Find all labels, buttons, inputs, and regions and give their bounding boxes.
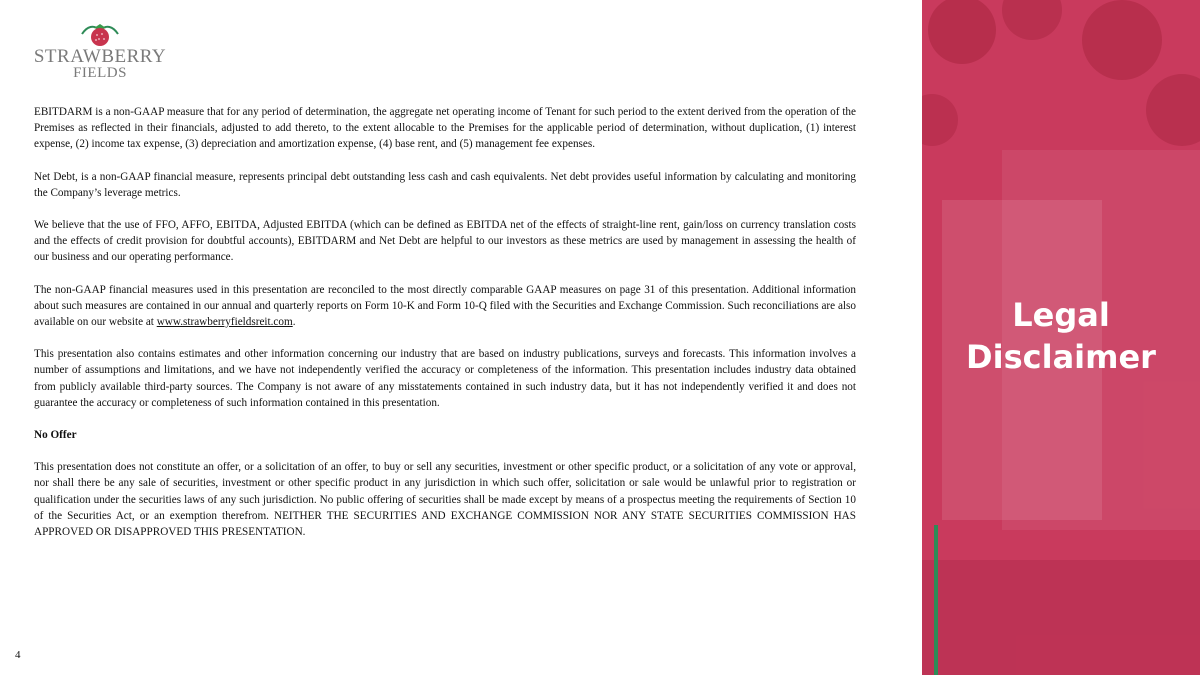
reconciliation-text: The non-GAAP financial measures used in this presentation are reconciled to the most directly comparable GAAP measures on page 31 of this presentation. Additional information about such measures are contained in our annual and quarterly reports on Form 10-K and Form 10-Q filed with the Securities and Exchange Commission. Such reconciliations are also available on our website at <box>34 283 856 329</box>
title-panel <box>922 0 1200 675</box>
page-number: 4 <box>15 649 21 661</box>
logo-text-line1: STRAWBERRY <box>33 46 167 67</box>
no-offer-heading: No Offer <box>34 429 77 442</box>
reconciliation-after: . <box>292 316 296 329</box>
accent-bar <box>934 525 938 675</box>
tree-foliage-image <box>922 0 1200 200</box>
net-debt-paragraph: Net Debt, is a non-GAAP financial measure, represents principal debt outstanding less cash and cash equivalents. Net debt provides useful information by calculating and monitoring the Company’s leverage metrics. <box>34 170 856 199</box>
company-logo <box>28 20 173 84</box>
panel-title-line2: Disclaimer <box>966 338 1156 376</box>
logo-text-line2: FIELDS <box>73 65 127 81</box>
metrics-paragraph: We believe that the use of FFO, AFFO, EBITDA, Adjusted EBITDA (which can be defined as EBITDA net of the effects of straight-line rent, gain/loss on currency translation costs and the effects of credit provision for doubtful accounts), EBITDARM and Net Debt are helpful to our investors as these metrics are used by management in assessing the health of our business and our operating performance. <box>34 219 856 264</box>
ebitdarm-paragraph: EBITDARM is a non-GAAP measure that for any period of determination, the aggregate net operating income of Tenant for such period to the extent derived from the operation of the Premises as reflected in their financials, adjusted to add thereto, to the extent allocable to the Premises for the applicable period of determination, without duplication, (1) interest expense, (2) income tax expense, (3) depreciation and amortization expense, (4) base rent, and (5) management fee expenses. <box>34 106 856 151</box>
disclaimer-body <box>34 104 856 556</box>
panel-title-line1: Legal <box>1012 296 1110 334</box>
strawberry-icon <box>80 20 120 48</box>
estimates-paragraph: This presentation also contains estimates and other information concerning our industry that are based on industry publications, surveys and forecasts. This information involves a number of assumptions and limitations, and we have not independently verified the accuracy or completeness of the information. This presentation includes industry data obtained from publicly available third-party sources. The Company is not aware of any misstatements contained in such industry data, but it has not independently verified it and does not guarantee the accuracy or completeness of such information contained in this presentation. <box>34 348 856 409</box>
website-link[interactable]: www.strawberryfieldsreit.com <box>156 316 293 329</box>
no-offer-paragraph: This presentation does not constitute an offer, or a solicitation of an offer, to buy or sell any securities, investment or other specific product, or a solicitation of any vote or approval, nor shall there be any sale of securities, investment or other specific product in any jurisdiction in which such offer, solicitation or sale would be unlawful prior to registration or qualification under the securities laws of any such jurisdiction. No public offering of securities shall be made except by means of a prospectus meeting the requirements of Section 10 of the Securities Act, or an exemption therefrom. NEITHER THE SECURITIES AND EXCHANGE COMMISSION NOR ANY STATE SECURITIES COMMISSION HAS APPROVED OR DISAPPROVED THIS PRESENTATION. <box>34 461 856 539</box>
panel-title <box>922 294 1200 378</box>
reconciliation-paragraph <box>34 282 856 331</box>
ground-image <box>922 560 1200 675</box>
